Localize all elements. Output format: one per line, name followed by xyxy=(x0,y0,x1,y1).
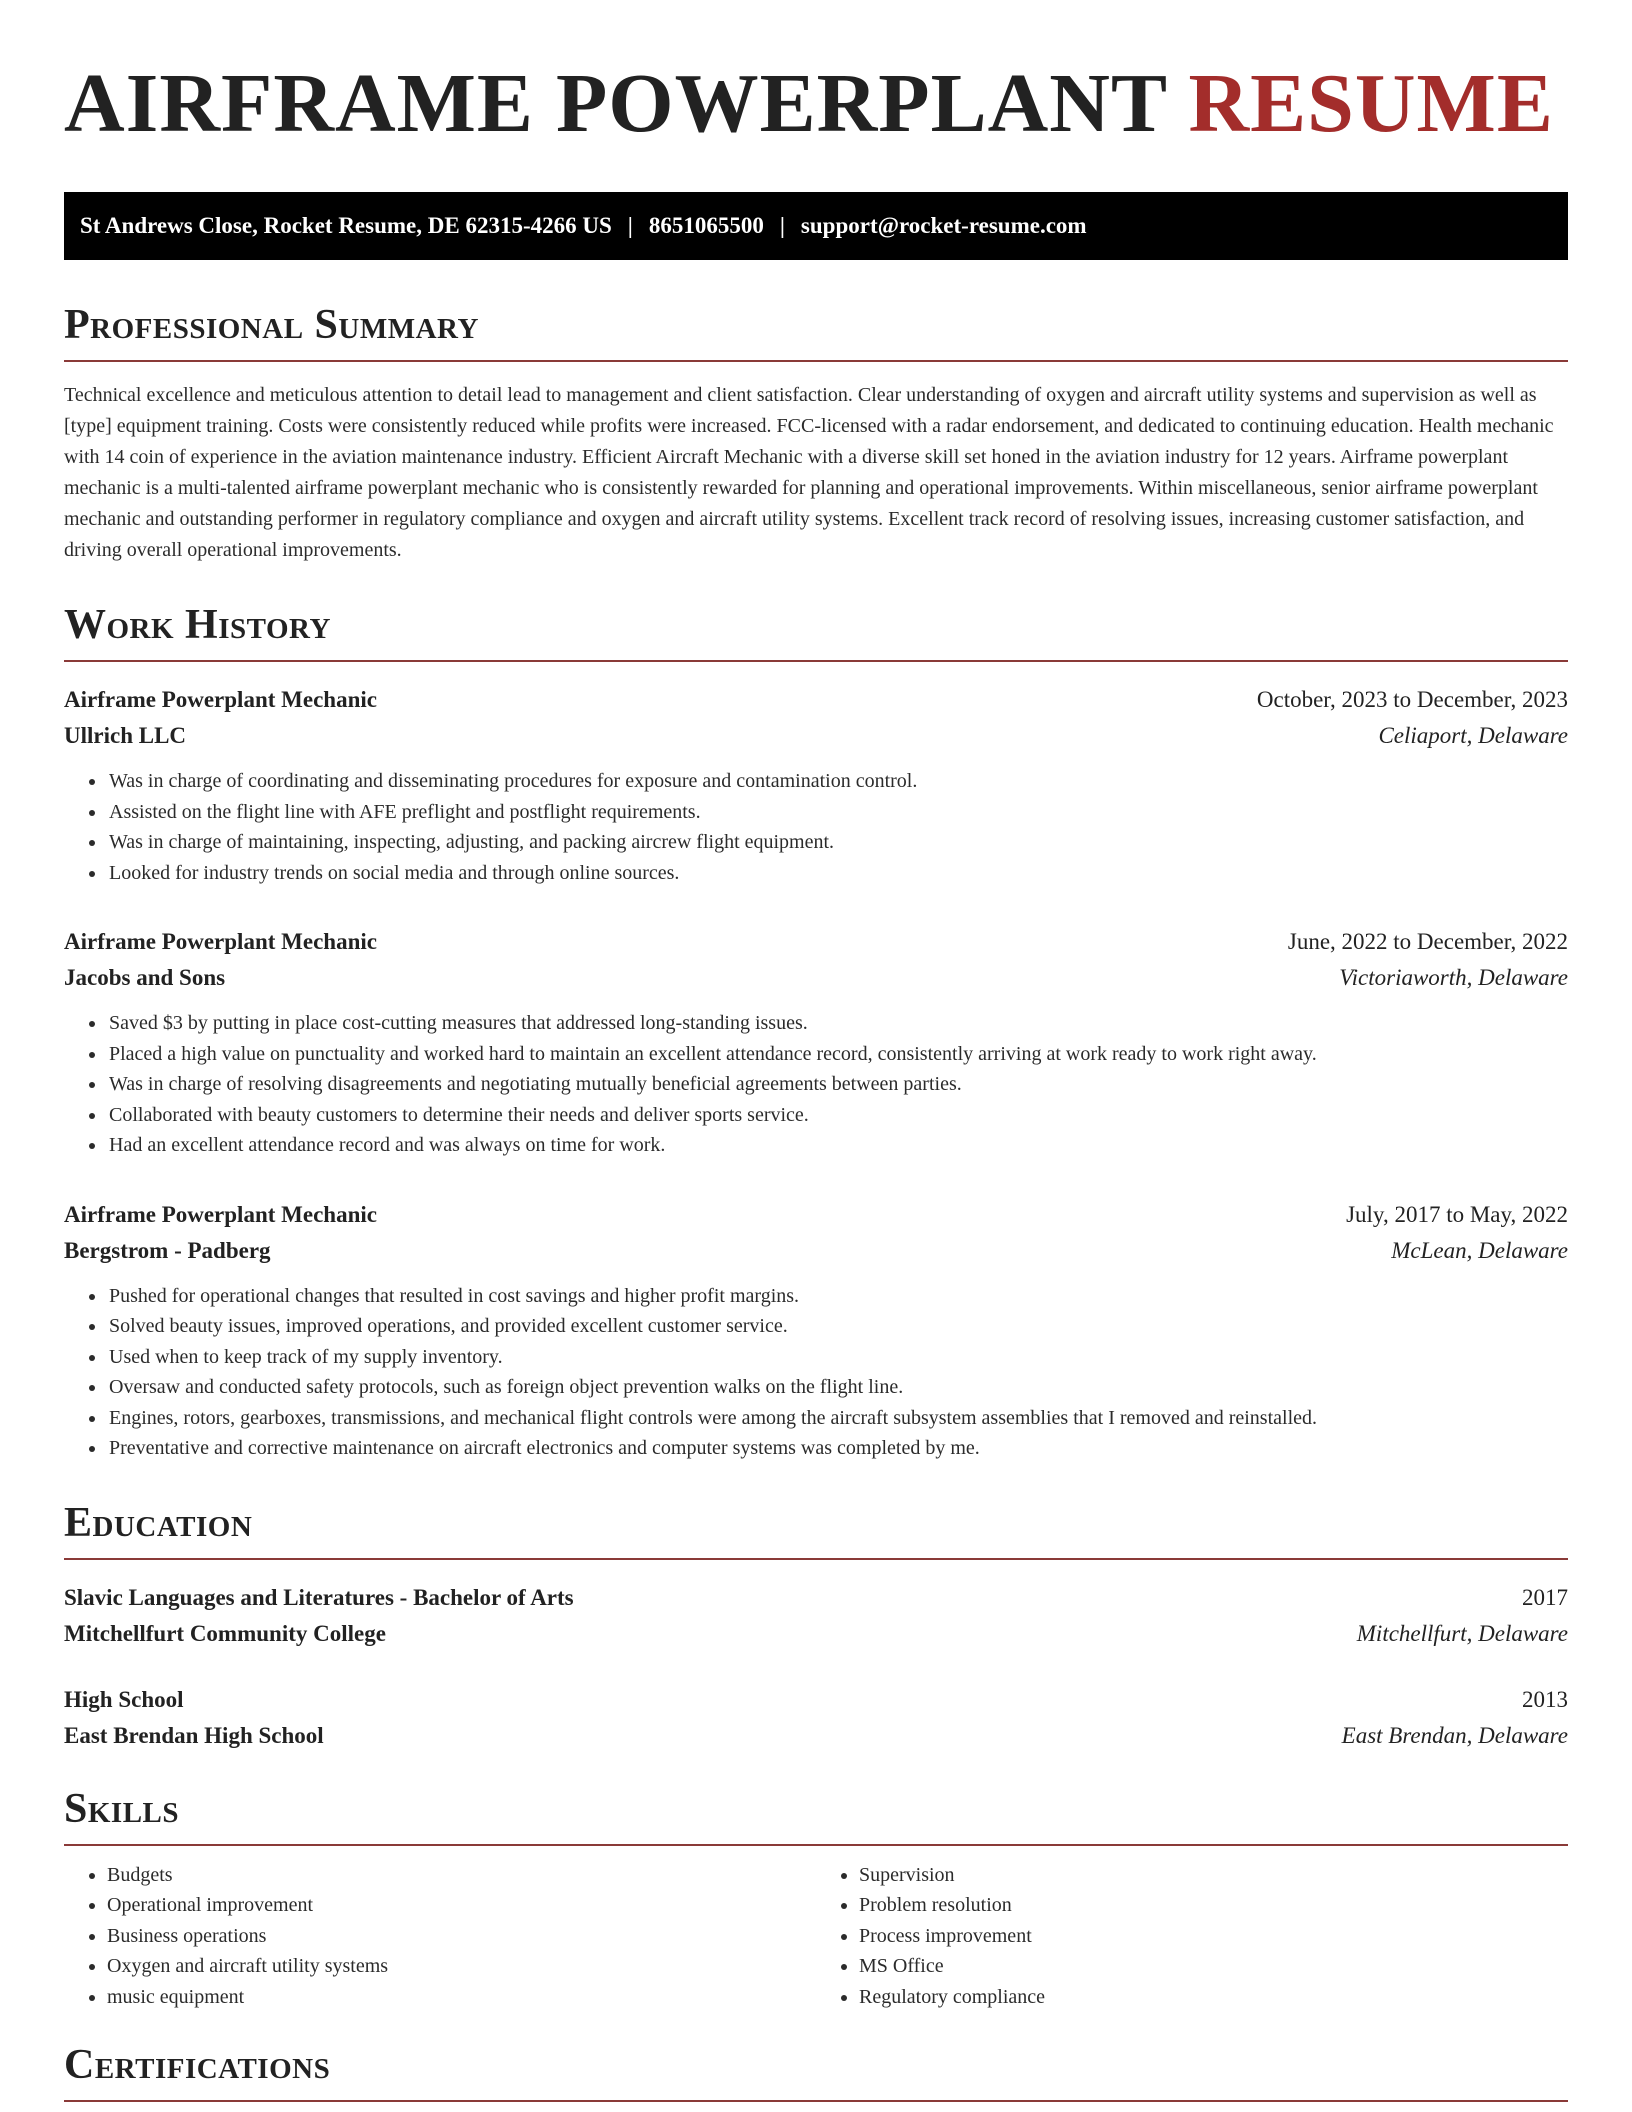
summary-text: Technical excellence and meticulous attention to detail lead to management and client satisfaction. Clear understanding of oxygen and aircraft utility systems and supervision as well as [type] equipment training. Costs were consistently reduced while profits were increased. FCC-licensed with a radar endorsement, and dedicated to continuing education. Health mechanic with 14 coin of experience in the aviation maintenance industry. Efficient Aircraft Mechanic with a diverse skill set honed in the aviation industry for 12 years. Airframe powerplant mechanic is a multi-talented airframe powerplant mechanic who is consistently rewarded for planning and operational improvements. Within miscellaneous, senior airframe powerplant mechanic and outstanding performer in regulatory compliance and oxygen and aircraft utility systems. Excellent track record of resolving issues, increasing customer satisfaction, and driving overall operational improvements. xyxy=(64,384,1554,561)
skill-item: • Process improvement xyxy=(859,1921,1568,1952)
skills-column-left xyxy=(64,1860,816,2013)
job-dates: October, 2023 to December, 2023 xyxy=(1256,687,1568,712)
job-bullet: • Was in charge of maintaining, inspecting, adjusting, and packing aircrew flight equipment. xyxy=(107,827,1568,858)
job-bullet: • Oversaw and conducted safety protocols, such as foreign object prevention walks on the flight line. xyxy=(107,1372,1568,1403)
skills-column-right xyxy=(816,1860,1568,2013)
job-dates: July, 2017 to May, 2022 xyxy=(1346,1201,1568,1227)
skill-item: • MS Office xyxy=(859,1951,1568,1982)
skills-grid xyxy=(64,1860,1568,2013)
certifications-heading: Certifications xyxy=(64,2044,1568,2102)
education-location: East Brendan, Delaware xyxy=(1341,1722,1568,1748)
job-location: Celiaport, Delaware xyxy=(1378,723,1568,748)
certifications-section xyxy=(64,2044,1568,2102)
job-bullets xyxy=(64,766,1568,888)
job-bullet: • Placed a high value on punctuality and worked hard to maintain an excellent attendance record, consistently arriving at work ready to work right away. xyxy=(107,1039,1568,1070)
job-bullet: • Used when to keep track of my supply inventory. xyxy=(107,1342,1568,1373)
work-history-section xyxy=(64,604,1568,1464)
job-bullets xyxy=(64,1008,1568,1161)
skill-item: • Oxygen and aircraft utility systems xyxy=(107,1951,816,1982)
job-title: Airframe Powerplant Mechanic xyxy=(64,1201,377,1227)
job-entry xyxy=(64,682,1568,888)
job-company: Jacobs and Sons xyxy=(64,965,226,990)
contact-email: support@rocket-resume.com xyxy=(800,213,1087,238)
job-location: Victoriaworth, Delaware xyxy=(1339,965,1568,990)
contact-bar xyxy=(64,192,1568,260)
work-history-heading: Work History xyxy=(64,604,1568,662)
education-school: East Brendan High School xyxy=(64,1722,324,1748)
education-location: Mitchellfurt, Delaware xyxy=(1356,1620,1568,1646)
education-degree: High School xyxy=(64,1686,184,1712)
job-dates: June, 2022 to December, 2022 xyxy=(1287,929,1568,954)
job-bullet: • Collaborated with beauty customers to determine their needs and deliver sports service. xyxy=(107,1100,1568,1131)
job-bullet: • Looked for industry trends on social media and through online sources. xyxy=(107,858,1568,889)
education-entry xyxy=(64,1580,1568,1652)
contact-phone: 8651065500 xyxy=(648,213,764,238)
summary-heading: Professional Summary xyxy=(64,304,1568,362)
job-title: Airframe Powerplant Mechanic xyxy=(64,929,377,954)
job-bullet: • Was in charge of resolving disagreements and negotiating mutually beneficial agreements between parties. xyxy=(107,1069,1568,1100)
skill-item: • Business operations xyxy=(107,1921,816,1952)
job-location: McLean, Delaware xyxy=(1391,1237,1568,1263)
job-bullet: • Assisted on the flight line with AFE preflight and postflight requirements. xyxy=(107,797,1568,828)
skill-item: • Regulatory compliance xyxy=(859,1982,1568,2013)
skill-item: • Budgets xyxy=(107,1860,816,1891)
summary-section xyxy=(64,304,1568,566)
education-entry xyxy=(64,1682,1568,1754)
job-bullet: • Solved beauty issues, improved operations, and provided excellent customer service. xyxy=(107,1311,1568,1342)
education-school: Mitchellfurt Community College xyxy=(64,1620,386,1646)
education-degree: Slavic Languages and Literatures - Bachelor of Arts xyxy=(64,1584,574,1610)
job-bullets xyxy=(64,1281,1568,1464)
job-bullet: • Saved $3 by putting in place cost-cutting measures that addressed long-standing issues. xyxy=(107,1008,1568,1039)
job-entry xyxy=(64,924,1568,1161)
job-entry xyxy=(64,1197,1568,1464)
contact-separator: | xyxy=(627,213,633,238)
job-bullet: • Had an excellent attendance record and was always on time for work. xyxy=(107,1130,1568,1161)
skill-item: • Supervision xyxy=(859,1860,1568,1891)
job-bullet: • Preventative and corrective maintenance on aircraft electronics and computer systems was completed by me. xyxy=(107,1433,1568,1464)
contact-address: St Andrews Close, Rocket Resume, DE 62315-4266 US xyxy=(80,213,612,238)
job-company: Ullrich LLC xyxy=(64,723,187,748)
name-main: AIRFRAME POWERPLANT xyxy=(64,57,1167,150)
skill-item: • music equipment xyxy=(107,1982,816,2013)
job-company: Bergstrom - Padberg xyxy=(64,1237,271,1263)
job-bullet: • Was in charge of coordinating and disseminating procedures for exposure and contamination control. xyxy=(107,766,1568,797)
job-title: Airframe Powerplant Mechanic xyxy=(64,687,377,712)
education-year: 2013 xyxy=(1522,1686,1568,1712)
resume-title xyxy=(64,58,1568,152)
job-bullet: • Pushed for operational changes that resulted in cost savings and higher profit margins. xyxy=(107,1281,1568,1312)
education-section xyxy=(64,1499,1568,1754)
education-heading: Education xyxy=(64,1502,1568,1560)
contact-separator: | xyxy=(779,213,785,238)
name-accent: RESUME xyxy=(1188,57,1554,150)
skills-heading: Skills xyxy=(64,1788,1568,1846)
education-year: 2017 xyxy=(1522,1584,1568,1610)
skills-section xyxy=(64,1785,1568,2013)
job-bullet: • Engines, rotors, gearboxes, transmissions, and mechanical flight controls were among the aircraft subsystem assemblies that I removed and reinstalled. xyxy=(107,1403,1568,1434)
skill-item: • Operational improvement xyxy=(107,1890,816,1921)
skill-item: • Problem resolution xyxy=(859,1890,1568,1921)
